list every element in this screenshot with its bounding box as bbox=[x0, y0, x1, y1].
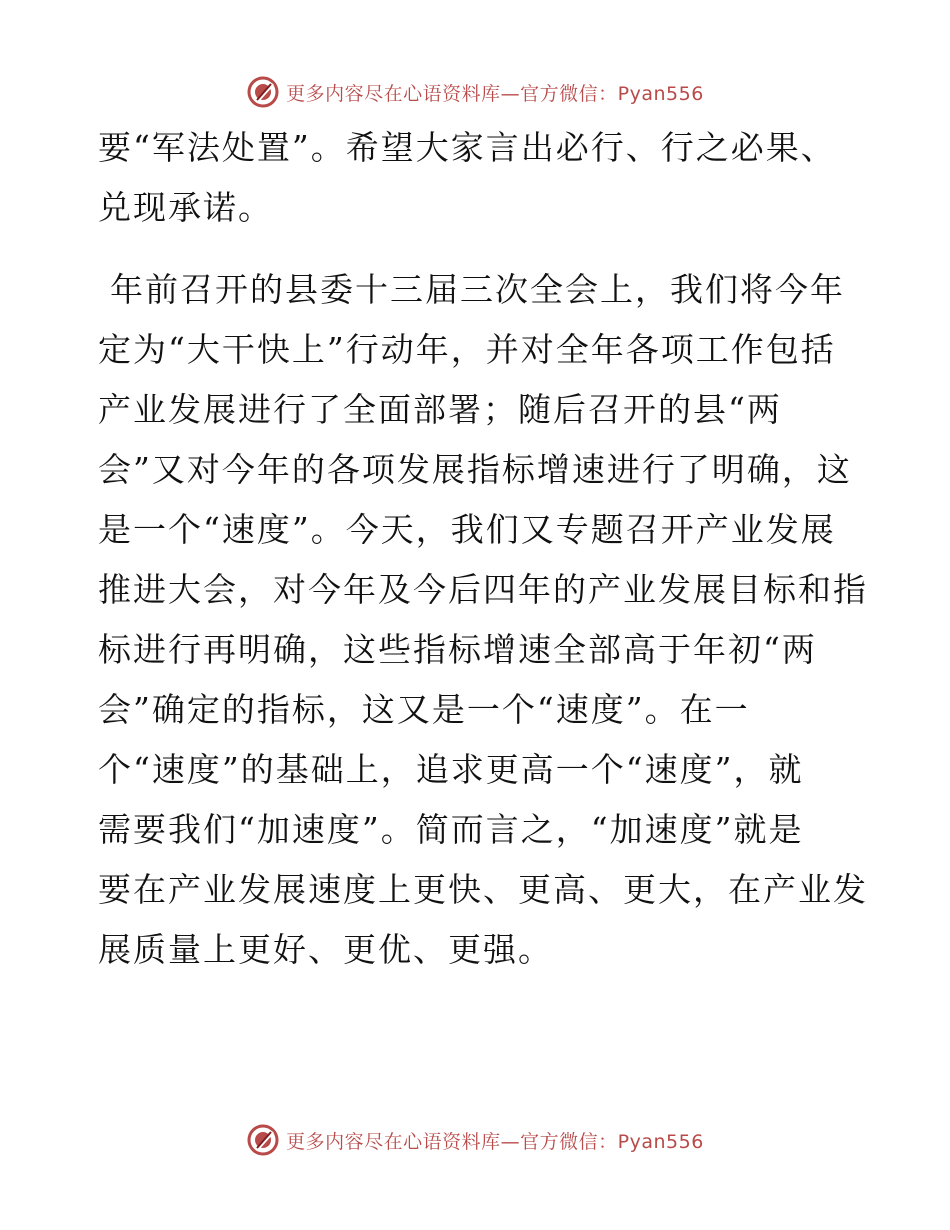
watermark-text: 更多内容尽在心语资料库—官方微信： bbox=[286, 1130, 618, 1153]
text-line: 定为“大干快上”行动年，并对全年各项工作包括 bbox=[98, 330, 836, 369]
text-line: 会”又对今年的各项发展指标增速进行了明确，这 bbox=[98, 450, 852, 489]
text-line: 年前召开的县委十三届三次全会上，我们将今年 bbox=[110, 270, 845, 309]
pen-logo-icon bbox=[246, 75, 280, 109]
text-line: 需要我们“加速度”。简而言之，“加速度”就是 bbox=[98, 810, 804, 849]
text-line: 标进行再明确，这些指标增速全部高于年初“两 bbox=[98, 630, 817, 669]
text-line: 兑现承诺。 bbox=[98, 188, 273, 227]
text-line: 产业发展进行了全面部署；随后召开的县“两 bbox=[98, 390, 782, 429]
document-body bbox=[98, 118, 868, 980]
text-line: 要“军法处置”。希望大家言出必行、行之必果、 bbox=[98, 128, 836, 167]
text-line: 展质量上更好、更优、更强。 bbox=[98, 930, 553, 969]
text-line: 是一个“速度”。今天，我们又专题召开产业发展 bbox=[98, 510, 836, 549]
watermark-wechat-id: Pyan556 bbox=[617, 82, 704, 105]
header-watermark bbox=[0, 72, 950, 112]
pen-logo-icon bbox=[246, 1123, 280, 1157]
text-line: 推进大会，对今年及今后四年的产业发展目标和指 bbox=[98, 570, 868, 609]
text-line: 个“速度”的基础上，追求更高一个“速度”，就 bbox=[98, 750, 804, 789]
text-line: 要在产业发展速度上更快、更高、更大，在产业发 bbox=[98, 870, 868, 909]
paragraph-2 bbox=[98, 260, 868, 980]
watermark-text: 更多内容尽在心语资料库—官方微信： bbox=[286, 82, 618, 105]
paragraph-1 bbox=[98, 118, 858, 238]
text-line: 会”确定的指标，这又是一个“速度”。在一 bbox=[98, 690, 750, 729]
watermark-wechat-id: Pyan556 bbox=[617, 1130, 704, 1153]
footer-watermark bbox=[0, 1120, 950, 1160]
